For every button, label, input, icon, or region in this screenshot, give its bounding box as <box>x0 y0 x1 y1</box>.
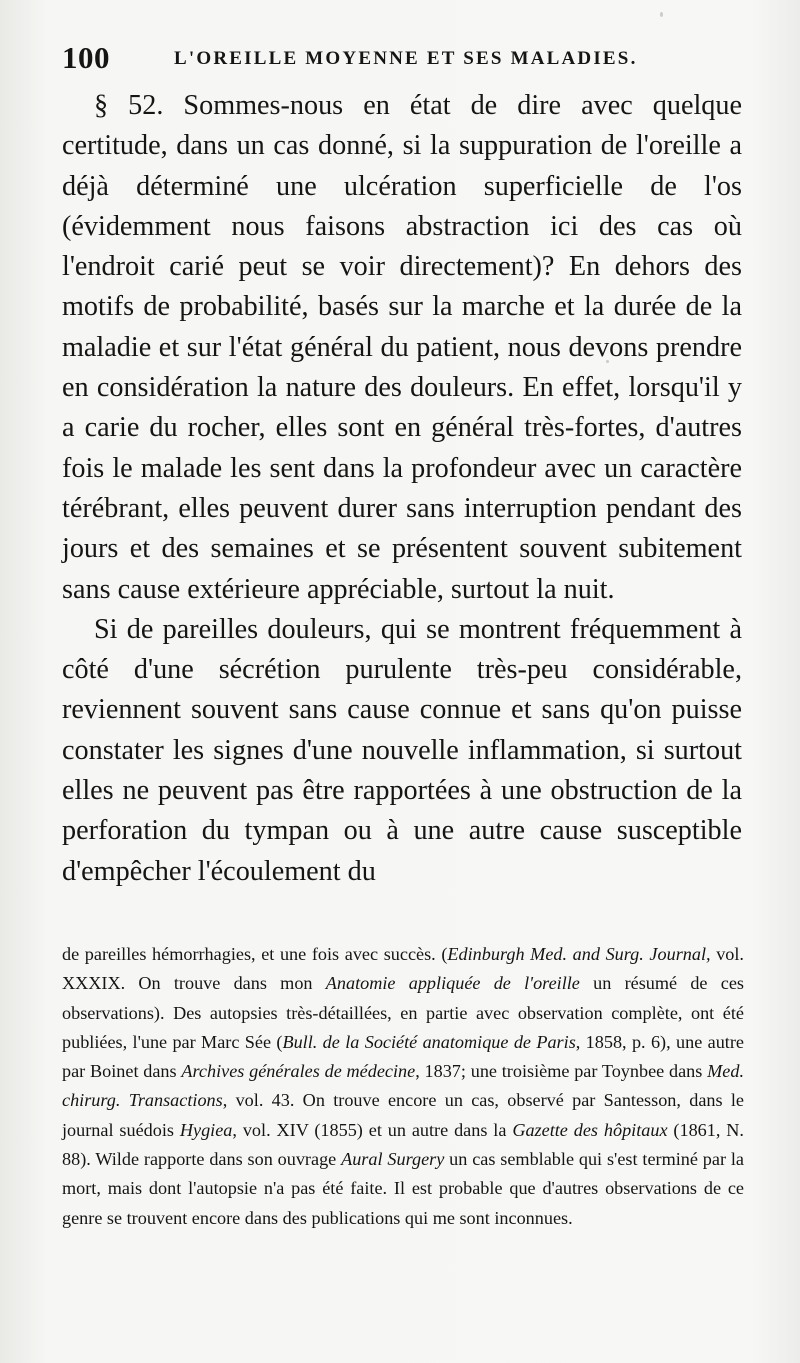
footnote-text: vol. XXXIX. On trouve dans mon <box>62 944 744 994</box>
footnote-text: , 1858, p. 6), une autre par Boinet dans <box>62 1031 744 1082</box>
paper-speck <box>660 12 663 17</box>
citation-bulletin-societe-anatomique: Bull. de la Société anatomique de Paris <box>282 1031 576 1052</box>
citation-gazette-des-hopitaux: Gazette des hôpitaux <box>512 1119 668 1140</box>
citation-hygiea: Hygiea <box>179 1119 233 1140</box>
footnote-text: un résumé de ces observations). Des autopsies très-détaillées, en partie avec observation complète, ont été publiées, l'une par Marc Sée ( <box>62 973 744 1052</box>
footnote <box>62 940 744 1233</box>
citation-med-chirurg-transactions: Med. chirurg. Transactions <box>62 1061 744 1111</box>
citation-anatomie-appliquee: Anatomie appliquée de l'oreille <box>325 973 580 994</box>
footnote-text: (1861, N. 88). Wilde rapporte dans son ouvrage <box>62 1119 744 1170</box>
running-title: L'OREILLE MOYENNE ET SES MALADIES. <box>174 48 638 69</box>
paper-speck <box>312 503 316 507</box>
page-header <box>62 40 742 80</box>
paper-speck <box>606 360 609 363</box>
paragraph-section-52: § 52. Sommes-nous en état de dire avec quelque certitude, dans un cas donné, si la suppuration de l'oreille a déjà déterminé une ulcération superficielle de l'os (évidemment nous faisons abstraction ici des cas où l'endroit carié peut se voir directement)? En dehors des motifs de probabilité, basés sur la marche et la durée de la maladie et sur l'état général du patient, nous devons prendre en considération la nature des douleurs. En effet, lorsqu'il y a carie du rocher, elles sont en général très-fortes, d'autres fois le malade les sent dans la profondeur avec un caractère térébrant, elles peuvent durer sans interruption pendant des jours et des semaines et se présentent souvent subitement sans cause extérieure appréciable, surtout la nuit. <box>62 90 742 605</box>
citation-edinburgh-journal: Edinburgh Med. and Surg. Journal, <box>447 944 711 964</box>
footnote-text: , 1837; une troisième par Toynbee dans <box>415 1061 708 1082</box>
footnote-text: , vol. XIV (1855) et un autre dans la <box>232 1119 513 1140</box>
page-number: 100 <box>62 40 110 75</box>
footnote-text: un cas semblable qui s'est terminé par la mort, mais dont l'autopsie n'a pas été faite. Il est probable que d'autres observations de ce genre se trouvent encore dans des publications qui me sont inconnues. <box>62 1149 744 1228</box>
paragraph-pain-description: Si de pareilles douleurs, qui se montrent fréquemment à côté d'une sécrétion purulente très-peu considérable, reviennent souvent sans cause connue et sans qu'on puisse constater les signes d'une nouvelle inflammation, si surtout elles ne peuvent pas être rapportées à une obstruction de la perforation du tympan ou à une autre cause susceptible d'empêcher l'écoulement du <box>62 613 742 887</box>
footnote-text: de pareilles hémorrhagies, et une fois avec succès. ( <box>62 944 448 964</box>
citation-archives-generales: Archives générales de médecine <box>181 1061 416 1082</box>
citation-aural-surgery: Aural Surgery <box>341 1149 445 1170</box>
footnote-text: , vol. 43. On trouve encore un cas, observé par Santesson, dans le journal suédois <box>62 1090 744 1140</box>
main-text <box>62 86 742 892</box>
